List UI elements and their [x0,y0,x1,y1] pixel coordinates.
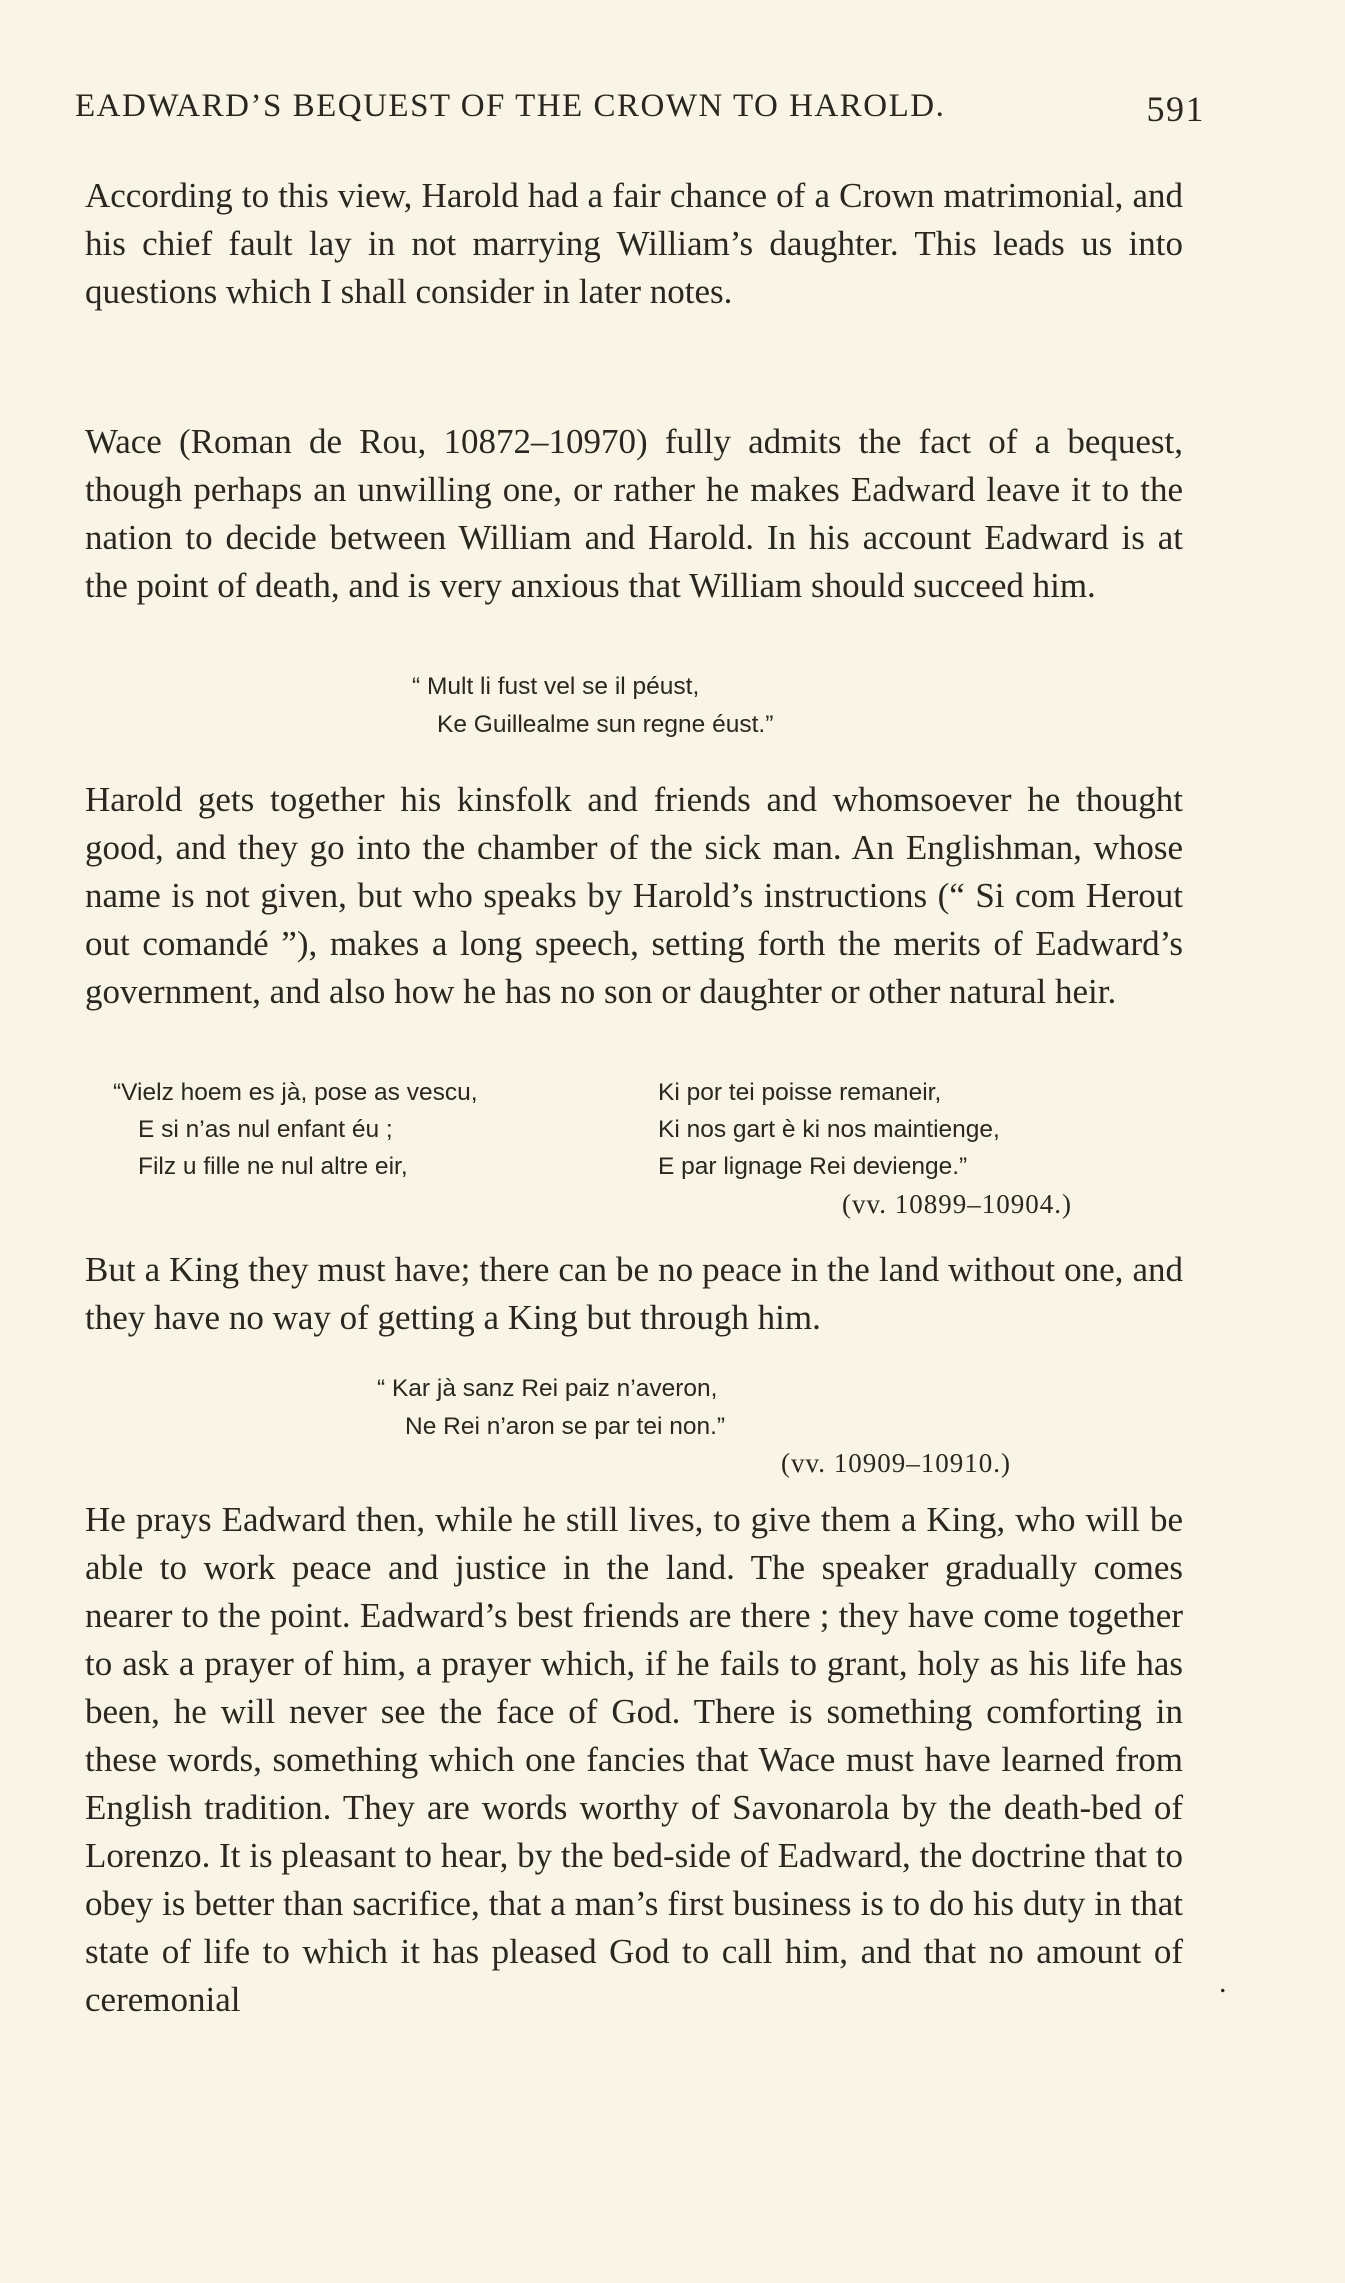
paragraph-4: But a King they must have; there can be no peace in the land without one, and they have no way of getting a King but through him. [85,1250,1183,1337]
running-title: EADWARD’S BEQUEST OF THE CROWN TO HAROLD. [75,88,946,124]
paragraph-2: Wace (Roman de Rou, 10872–10970) fully admits the fact of a bequest, though perhaps an unwilling one, or rather he makes Eadward leave it to the nation to decide between William and Harold. In his account Eadward is at the point of death, and is very anxious that William should succeed him. [85,422,1183,605]
verse-line: Ki por tei poisse remaneir, [658,1079,942,1106]
paragraph-3: Harold gets together his kinsfolk and friends and whomsoever he thought good, and they go into the chamber of the sick man. An Englishman, whose name is not given, but who speaks by Harold’s instructions (“ Si com Herout out comandé ”), makes a long speech, setting forth the merits of Eadward’s government, and also how he has no son or daughter or other natural heir. [85,780,1183,1011]
verse-line: E par lignage Rei devienge.” [658,1153,968,1180]
verse-reference: (vv. 10899–10904.) [842,1189,1072,1219]
page-number: 591 [1146,89,1205,129]
verse-line: Filz u fille ne nul altre eir, [138,1153,408,1180]
verse-reference: (vv. 10909–10910.) [781,1448,1011,1478]
verse-line: “Vielz hoem es jà, pose as vescu, [113,1079,478,1106]
margin-mark: . [1219,1966,1227,1999]
verse-line: Ke Guillealme sun regne éust.” [437,711,774,738]
verse-line: Ki nos gart è ki nos maintienge, [658,1116,1000,1143]
verse-line: Ne Rei n’aron se par tei non.” [405,1413,726,1440]
verse-line: E si n’as nul enfant éu ; [138,1116,393,1143]
paragraph-5: He prays Eadward then, while he still lives, to give them a King, who will be able to work peace and justice in the land. The speaker gradually comes nearer to the point. Eadward’s best friends are there ; they have come together to ask a prayer of him, a prayer which, if he fails to grant, holy as his life has been, he will never see the face of God. There is something comforting in these words, something which one fancies that Wace must have learned from English tradition. They are words worthy of Savonarola by the death-bed of Lorenzo. It is pleasant to hear, by the bed-side of Eadward, the doctrine that to obey is better than sacrifice, that a man’s first business is to do his duty in that state of life to which it has pleased God to call him, and that no amount of ceremonial [85,1500,1183,2019]
paragraph-1: According to this view, Harold had a fair chance of a Crown matrimonial, and his chief fault lay in not marrying William’s daughter. This leads us into questions which I shall consider in later notes. [85,176,1183,311]
verse-line: “ Mult li fust vel se il péust, [412,673,700,700]
verse-line: “ Kar jà sanz Rei paiz n’averon, [377,1375,718,1402]
